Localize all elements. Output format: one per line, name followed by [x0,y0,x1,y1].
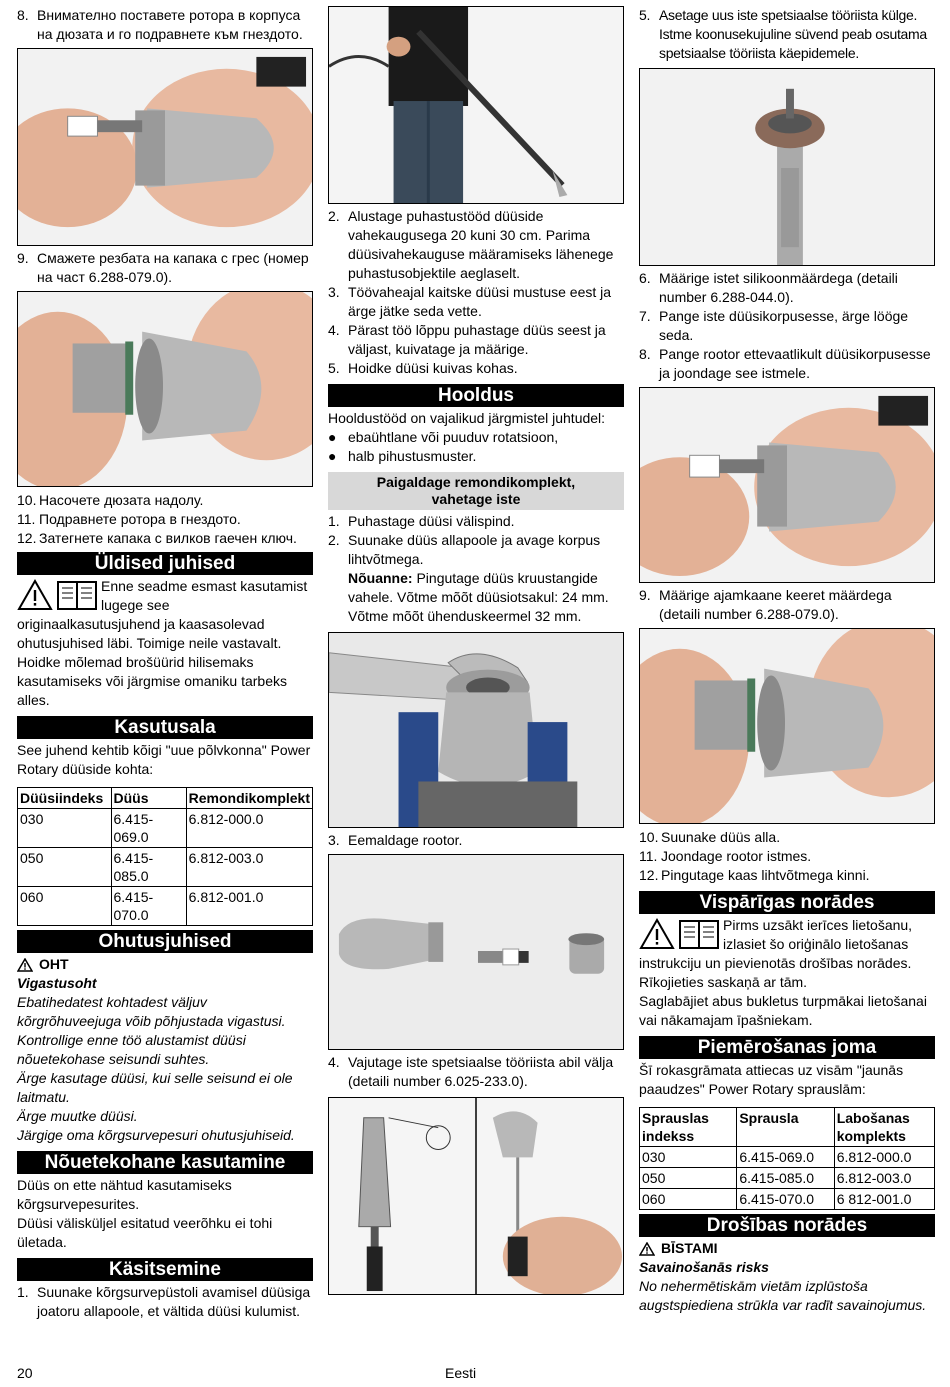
table-row: 030 6.415-069.0 6.812-000.0 [640,1147,935,1168]
general-block-lv [639,916,935,1030]
column-2 [328,6,624,1295]
page-number: 20 [17,1365,33,1381]
repair-step-3: 3. Eemaldage rootor. [328,832,463,848]
step-12-lv: 12. Pingutage kaas lihtvõtmega kinni. [639,867,870,883]
warning-line: Ärge muutke düüsi. [17,1108,138,1124]
table-header-row: Düüsiindeks Düüs Remondikomplekt [18,788,313,809]
proper-p1: Düüs on ette nähtud kasutamiseks kõrgsurvepesurites. [17,1177,232,1212]
step-4-et: 4. Pärast töö lõppu puhastage düüs seest ja väljast, kuivatage ja määrige. [328,322,606,357]
handling-step-1: 1. Suunake kõrgsurvepüstoli avamisel düüsiga joatoru allapoole, et vältida düüsi kulumist. [17,1284,311,1319]
step-6-lv: 6. Määrige istet silikoonmäärdega (detaili number 6.288-044.0). [639,270,898,305]
repair-step-2: 2. Suunake düüs allapoole ja avage korpus lihtvõtmega. [328,532,601,567]
usage-p-lv: Šī rokasgrāmata attiecas uz visām "jaunās paaudzes" Power Rotary sprauslām: [639,1062,904,1097]
general-icons [17,579,97,611]
bullet-dot-icon: ● [328,448,337,464]
general-icons-lv [639,918,719,950]
maintenance-bullet: ● ebaühtlane või puuduv rotatsioon, [328,429,559,445]
heading-safety-lv: Drošības norādes [639,1214,935,1237]
photo-cleaning-operator [328,6,624,204]
warning-triangle-icon [639,918,675,950]
repair-step-4: 4. Vajutage iste spetsiaalse tööriista abil välja (detaili number 6.025-233.0). [328,1054,614,1089]
warning-triangle-icon [17,958,33,972]
general-block [17,577,313,710]
step-9-lv: 9. Määrige ajamkaane keeret määrdega (detaili number 6.288-079.0). [639,587,892,622]
photo-rotor-insert [17,48,313,246]
table-row: 060 6.415-070.0 6 812-001.0 [640,1189,935,1210]
bullet-dot-icon: ● [328,429,337,445]
column-1 [17,6,313,1321]
maintenance-p: Hooldustööd on vajalikud järgmistel juhtudel: [328,410,606,426]
step-9-bg: 9. Смажете резбата на капака с грес (номер на част 6.288-079.0). [17,250,309,285]
step-5-et: 5. Hoidke düüsi kuivas kohas. [328,360,518,376]
table-row: 030 6.415-069.0 6.812-000.0 [18,809,313,848]
warning-text-lv: No nehermētiskām vietām izplūstoša augstspiediena strūkla var radīt savainojumus. [639,1278,927,1313]
step-5-lv: 5. Asetage uus iste spetsiaalse tööriista külge. Istme koonusekujuline süvend peab osutama spetsiaalse tööriista käepidemele. [639,7,927,61]
warning-line: Ebatihedatest kohtadest väljuv kõrgrõhuveejuga võib põhjustada vigastusi. [17,994,286,1029]
nozzle-table-lv [639,1107,935,1210]
step-10-lv: 10. Suunake düüs alla. [639,829,781,845]
warning-triangle-icon [17,579,53,611]
table-header-row: Sprauslas indekss Sprausla Labošanas komplekts [640,1108,935,1147]
step-10-bg: 10. Насочете дюзата надолу. [17,492,204,508]
heading-usage: Kasutusala [17,716,313,739]
step-8-lv: 8. Pange rootor ettevaatlikult düüsikorpusesse ja joondage see istmele. [639,346,931,381]
warning-label-row: OHT [17,955,313,974]
heading-repair-kit: Paigaldage remondikomplekt, vahetage iste [328,472,624,510]
table-row: 060 6.415-070.0 6.812-001.0 [18,887,313,926]
heading-general: Üldised juhised [17,552,313,575]
heading-safety: Ohutusjuhised [17,930,313,953]
warning-line: Järgige oma kõrgsurvepesuri ohutusjuhiseid. [17,1127,295,1143]
step-3-et: 3. Töövaheajal kaitske düüsi mustuse eest ja ärge jätke seda vette. [328,284,612,319]
table-row: 050 6.415-085.0 6.812-003.0 [640,1168,935,1189]
nozzle-table [17,787,313,926]
heading-maintenance: Hooldus [328,384,624,407]
photo-wrench-open [328,632,624,828]
general-p1-lv: Pirms uzsākt ierīces lietošanu, izlasiet šo oriģinālo lietošanas instrukciju un pievienotās drošības norādes. Rīkojieties saskaņā ar tām. [639,917,913,990]
photo-special-tool [328,1097,624,1295]
warning-triangle-icon [639,1242,655,1256]
general-p1: Enne seadme esmast kasutamist lugege see originaalkasutusjuhend ja kaasasolevad ohutusjuhised läbi. Toimige neile vastavalt. [17,578,308,651]
heading-handling: Käsitsemine [17,1258,313,1281]
general-p2-lv: Saglabājiet abus bukletus turpmākai lietošanai vai nākamajam īpašniekam. [639,993,927,1028]
warning-label-row-lv: BĪSTAMI [639,1239,935,1258]
photo-rotor-removed [328,854,624,1050]
proper-p2: Düüsi välisküljel esitatud veerõhku ei tohi ületada. [17,1215,273,1250]
table-row: 050 6.415-085.0 6.812-003.0 [18,848,313,887]
photo-seat-on-tool [639,68,935,266]
warning-line: Kontrollige enne töö alustamist düüsi nõuetekohase seisundi suhtes. [17,1032,246,1067]
repair-note: Nõuanne: Pingutage düüs kruustangide vahele. Võtme mõõt düüsiotsakul: 24 mm. Võtme mõõt ühenduskeermel 32 mm. [348,570,609,624]
general-p2: Hoidke mõlemad brošüürid hilisemaks kasutamiseks või järgmise omaniku tarbeks alles. [17,654,287,708]
repair-step-1: 1. Puhastage düüsi välispind. [328,513,515,529]
photo-thread-grease [17,291,313,487]
manual-book-icon [679,918,719,950]
manual-book-icon [57,579,97,611]
page-language: Eesti [445,1365,477,1381]
heading-usage-lv: Piemērošanas joma [639,1036,935,1059]
heading-proper-use: Nõuetekohane kasutamine [17,1151,313,1174]
maintenance-bullet: ● halb pihustusmuster. [328,448,477,464]
heading-general-lv: Vispārīgas norādes [639,891,935,914]
step-12-bg: 12. Затегнете капака с вилков гаечен ключ. [17,530,297,546]
usage-p: See juhend kehtib kõigi "uue põlvkonna" Power Rotary düüside kohta: [17,742,311,777]
step-7-lv: 7. Pange iste düüsikorpusesse, ärge lööge seda. [639,308,909,343]
step-11-bg: 11. Подравнете ротора в гнездото. [17,511,241,527]
step-8-bg: 8. Внимателно поставете ротора в корпуса на дюзата и го подравнете към гнездото. [17,7,303,42]
warning-title-lv: Savainošanās risks [639,1259,769,1275]
step-2-et: 2. Alustage puhastustööd düüside vahekaugusega 20 kuni 30 cm. Parima düüsivahekauguse määramiseks lähenege puhastusobjektile aeglaselt. [328,208,614,281]
warning-line: Ärge kasutage düüsi, kui selle seisund ei ole laitmatu. [17,1070,293,1105]
column-3 [639,6,935,1315]
photo-thread-grease-lv [639,628,935,824]
step-11-lv: 11. Joondage rootor istmes. [639,848,812,864]
warning-title: Vigastusoht [17,975,97,991]
photo-rotor-insert-lv [639,387,935,583]
